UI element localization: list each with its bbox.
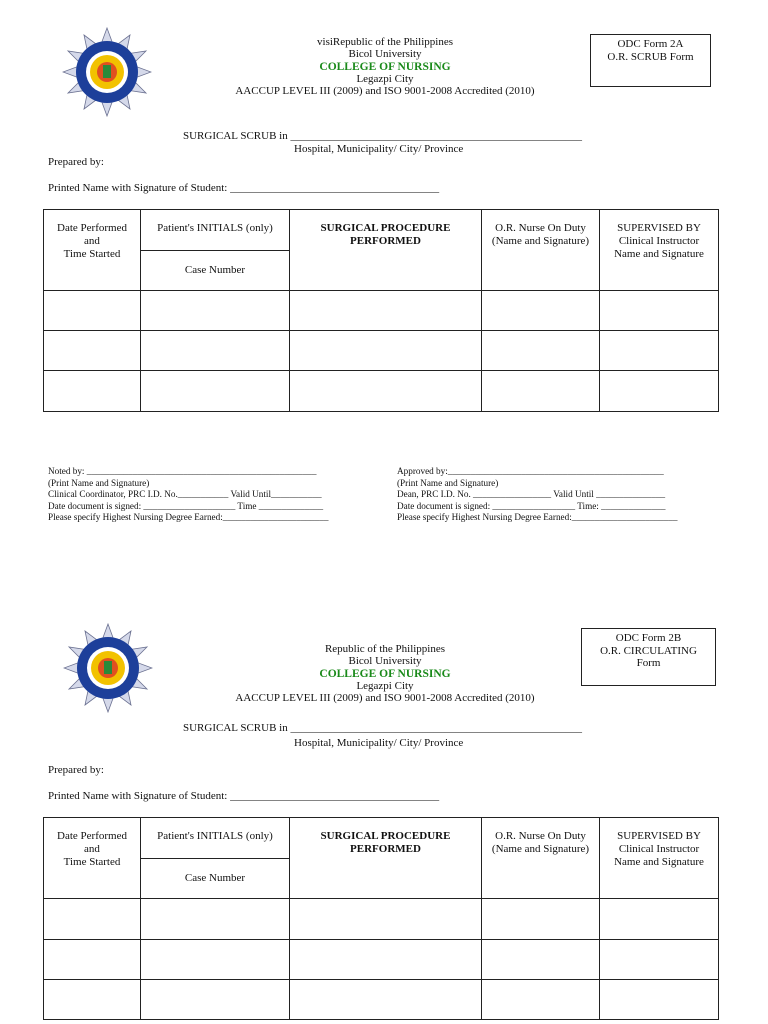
coordinator-prc-line[interactable]: Clinical Coordinator, PRC I.D. No.___________ Valid Until___________ — [48, 489, 322, 500]
form-title-suffix: Form — [636, 657, 661, 669]
col-or-nurse: O.R. Nurse On Duty (Name and Signature) — [482, 210, 600, 291]
noted-print-label: (Print Name and Signature) — [48, 477, 150, 488]
form-code-box-a — [590, 34, 711, 87]
approved-print-label: (Print Name and Signature) — [397, 477, 499, 488]
form-title: O.R. SCRUB Form — [607, 50, 694, 63]
header-republic: Republic of the Philippines — [324, 643, 446, 655]
col-or-nurse: O.R. Nurse On Duty (Name and Signature) — [482, 818, 600, 899]
approved-by-line[interactable]: Approved by:_______________________________________________ — [397, 466, 664, 476]
header-university: Bicol University — [348, 48, 422, 61]
printed-name-line-b[interactable]: Printed Name with Signature of Student: ______________________________________ — [48, 790, 440, 802]
noted-by-line[interactable]: Noted by: __________________________________________________ — [48, 466, 317, 476]
header-accreditation: AACCUP LEVEL III (2009) and ISO 9001-2008 Accredited (2010) — [235, 692, 535, 705]
procedure-table-a — [43, 209, 719, 412]
form-code: ODC Form 2B — [615, 632, 682, 644]
col-case-number: Case Number — [141, 251, 290, 291]
procedure-table-b — [43, 817, 719, 1020]
header-university: Bicol University — [348, 655, 422, 668]
bicol-university-logo — [63, 623, 153, 713]
col-surgical-procedure: SURGICAL PROCEDURE PERFORMED — [290, 210, 482, 291]
form-code-box-b — [581, 628, 716, 686]
approved-degree-line[interactable]: Please specify Highest Nursing Degree Earned:_______________________ — [397, 512, 678, 523]
surgical-scrub-line-b[interactable]: SURGICAL SCRUB in _____________________________________________________ — [183, 722, 582, 734]
col-patient-initials: Patient's INITIALS (only) — [141, 210, 290, 251]
approved-date-line[interactable]: Date document is signed: __________________ Time: ______________ — [397, 500, 666, 511]
surgical-scrub-line-a[interactable]: SURGICAL SCRUB in _____________________________________________________ — [183, 130, 582, 142]
header-republic: visiRepublic of the Philippines — [317, 36, 453, 48]
col-patient-initials: Patient's INITIALS (only) — [141, 818, 290, 859]
noted-by-block — [48, 466, 328, 524]
col-date-performed: Date Performed and Time Started — [44, 818, 141, 899]
col-date-performed: Date Performed and Time Started — [44, 210, 141, 291]
col-supervised-by: SUPERVISED BY Clinical Instructor Name and Signature — [600, 210, 719, 291]
form-title: O.R. CIRCULATING — [600, 644, 697, 657]
table-row[interactable] — [44, 331, 719, 371]
dean-prc-line[interactable]: Dean, PRC I.D. No. _________________ Valid Until _______________ — [397, 489, 666, 500]
form-code: ODC Form 2A — [617, 38, 684, 50]
header-accreditation: AACCUP LEVEL III (2009) and ISO 9001-2008 Accredited (2010) — [235, 85, 535, 98]
header-college: COLLEGE OF NURSING — [319, 667, 451, 680]
table-row[interactable] — [44, 371, 719, 412]
table-row[interactable] — [44, 291, 719, 331]
form-b-header — [180, 643, 590, 704]
form-a-header — [180, 36, 590, 97]
hospital-sub-label-a: Hospital, Municipality/ City/ Province — [294, 143, 464, 155]
noted-degree-line[interactable]: Please specify Highest Nursing Degree Earned:_______________________ — [48, 512, 329, 523]
col-case-number: Case Number — [141, 859, 290, 899]
hospital-sub-label-b: Hospital, Municipality/ City/ Province — [294, 737, 464, 749]
col-supervised-by: SUPERVISED BY Clinical Instructor Name and Signature — [600, 818, 719, 899]
noted-date-line[interactable]: Date document is signed: ____________________ Time ______________ — [48, 500, 324, 511]
table-row[interactable] — [44, 899, 719, 940]
printed-name-line-a[interactable]: Printed Name with Signature of Student: ______________________________________ — [48, 182, 440, 194]
header-college: COLLEGE OF NURSING — [319, 60, 451, 73]
header-city: Legazpi City — [356, 72, 414, 85]
prepared-by-label-b: Prepared by: — [48, 764, 104, 776]
col-surgical-procedure: SURGICAL PROCEDURE PERFORMED — [290, 818, 482, 899]
header-city: Legazpi City — [356, 679, 414, 692]
table-row[interactable] — [44, 980, 719, 1020]
bicol-university-logo — [62, 27, 152, 117]
approved-by-block — [397, 466, 677, 524]
table-row[interactable] — [44, 940, 719, 980]
prepared-by-label-a: Prepared by: — [48, 156, 104, 168]
